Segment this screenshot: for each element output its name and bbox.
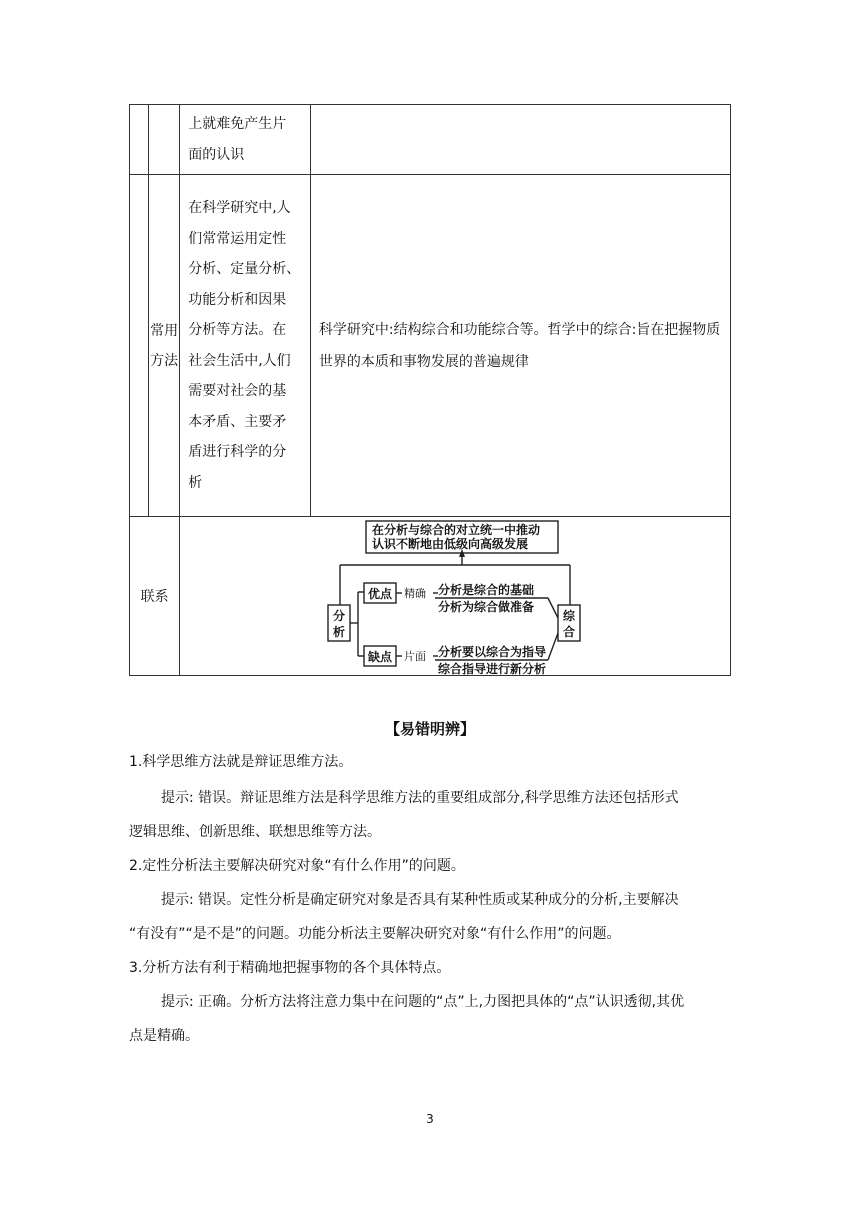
table-row [130, 105, 731, 175]
advantage-word: 精确 [404, 587, 427, 600]
statement-2: 2.定性分析法主要解决研究对象“有什么作用”的问题。 [129, 858, 465, 874]
hint-2-line2: “有没有”“是不是”的问题。功能分析法主要解决研究对象“有什么作用”的问题。 [129, 926, 621, 942]
page-number: 3 [426, 1112, 434, 1126]
comparison-table [129, 104, 731, 676]
synthesis-methods-text: 科学研究中:结构综合和功能综合等。哲学中的综合:旨在把握物质世界的本质和事物发展的普遍规律 [318, 321, 721, 370]
right-box-char1: 综 [563, 609, 576, 623]
top-box-line1: 在分析与综合的对立统一中推动 [372, 523, 541, 537]
hint-3-line1: 提示: 正确。分析方法将注意力集中在问题的“点”上,力图把具体的“点”认识透彻,其优 [161, 994, 685, 1010]
left-box-char1: 分 [333, 609, 346, 623]
table-row [130, 175, 731, 517]
row-label-relation: 联系 [140, 589, 169, 605]
relation-diagram [180, 517, 730, 675]
analysis-cell-text: 上就难免产生片 面的认识 [188, 116, 287, 163]
analysis-methods-text: 在科学研究中,人 们常常运用定性 分析、定量分析、 功能分析和因果 分析等方法。在 社会生活中,人们 需要对社会的基 本矛盾、主要矛 盾进行科学的分 析 [188, 200, 301, 491]
hint-2-line1: 提示: 错误。定性分析是确定研究对象是否具有某种性质或某种成分的分析,主要解决 [161, 892, 679, 908]
disadvantage-word: 片面 [404, 650, 427, 663]
advantage-line2: 分析为综合做准备 [438, 600, 535, 614]
advantage-label: 优点 [368, 587, 393, 601]
right-box-char2: 合 [563, 625, 576, 639]
table-row [130, 517, 731, 676]
statement-1: 1.科学思维方法就是辩证思维方法。 [129, 754, 353, 770]
hint-1-line1: 提示: 错误。辩证思维方法是科学思维方法的重要组成部分,科学思维方法还包括形式 [161, 790, 679, 806]
hint-3-line2: 点是精确。 [129, 1028, 199, 1044]
advantage-line1: 分析是综合的基础 [438, 583, 535, 597]
disadvantage-line2: 综合指导进行新分析 [438, 662, 547, 675]
top-box-line2: 认识不断地由低级向高级发展 [372, 537, 529, 551]
relation-diagram-cell [180, 517, 731, 676]
row-label-methods: 常用 方法 [150, 322, 179, 369]
section-title: 【易错明辨】 [384, 720, 475, 738]
disadvantage-label: 缺点 [368, 650, 393, 664]
statement-3: 3.分析方法有利于精确地把握事物的各个具体特点。 [129, 960, 451, 976]
left-box-char2: 析 [333, 625, 346, 639]
disadvantage-line1: 分析要以综合为指导 [438, 645, 547, 659]
hint-1-line2: 逻辑思维、创新思维、联想思维等方法。 [129, 824, 381, 840]
